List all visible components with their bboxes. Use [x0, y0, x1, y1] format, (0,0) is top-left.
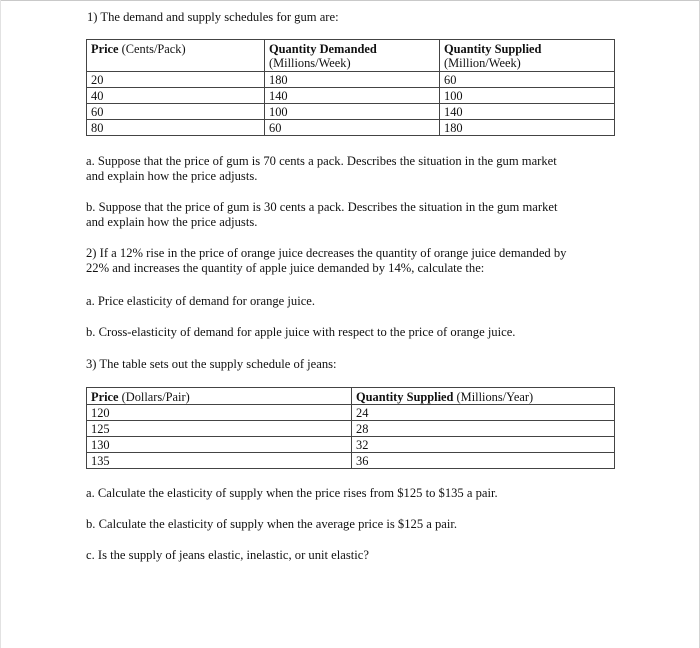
- q2-part-b: b. Cross-elasticity of demand for apple juice with respect to the price of orange juice.: [86, 325, 516, 339]
- table-row: [87, 405, 615, 421]
- price-cell: 120: [87, 405, 352, 421]
- page-top-border: [0, 0, 700, 1]
- quantity-demanded-cell: 100: [265, 104, 440, 120]
- q1-heading: 1) The demand and supply schedules for gum are:: [87, 10, 339, 24]
- quantity-supplied-cell: 140: [440, 104, 615, 120]
- quantity-supplied-header: Quantity Supplied (Millions/Year): [352, 388, 615, 405]
- q1-part-a: a. Suppose that the price of gum is 70 cents a pack. Describes the situation in the gum market and explain how the price adjusts.: [86, 154, 557, 183]
- price-cell: 80: [87, 120, 265, 136]
- table-row: [87, 104, 615, 120]
- quantity-supplied-cell: 28: [352, 421, 615, 437]
- q3-part-b: b. Calculate the elasticity of supply when the average price is $125 a pair.: [86, 517, 458, 531]
- price-cell: 125: [87, 421, 352, 437]
- table-row: [87, 421, 615, 437]
- quantity-supplied-cell: 180: [440, 120, 615, 136]
- price-cell: 60: [87, 104, 265, 120]
- quantity-supplied-cell: 60: [440, 72, 615, 88]
- price-cell: 130: [87, 437, 352, 453]
- quantity-supplied-header: Quantity Supplied (Million/Week): [440, 40, 615, 72]
- q3-part-a: a. Calculate the elasticity of supply when the price rises from $125 to $135 a pair.: [86, 486, 498, 500]
- q2-prompt: 2) If a 12% rise in the price of orange juice decreases the quantity of orange juice demanded by 22% and increases the quantity of apple juice demanded by 14%, calculate the:: [86, 246, 567, 275]
- gum-schedule-table: [86, 39, 615, 136]
- table-row: [87, 453, 615, 469]
- quantity-demanded-cell: 140: [265, 88, 440, 104]
- table-header-row: [87, 40, 615, 72]
- price-header: Price (Dollars/Pair): [87, 388, 352, 405]
- quantity-supplied-cell: 36: [352, 453, 615, 469]
- q1-part-b: b. Suppose that the price of gum is 30 cents a pack. Describes the situation in the gum market and explain how the price adjusts.: [86, 200, 558, 229]
- page-left-border: [0, 0, 1, 648]
- q3-part-c: c. Is the supply of jeans elastic, inelastic, or unit elastic?: [86, 548, 369, 562]
- table-header-row: [87, 388, 615, 405]
- price-cell: 40: [87, 88, 265, 104]
- quantity-supplied-cell: 32: [352, 437, 615, 453]
- table-row: [87, 120, 615, 136]
- quantity-supplied-cell: 100: [440, 88, 615, 104]
- price-header: Price (Cents/Pack): [87, 40, 265, 72]
- table-row: [87, 72, 615, 88]
- quantity-demanded-cell: 180: [265, 72, 440, 88]
- table-row: [87, 88, 615, 104]
- jeans-supply-table: [86, 387, 615, 469]
- q2-part-a: a. Price elasticity of demand for orange juice.: [86, 294, 316, 308]
- quantity-supplied-cell: 24: [352, 405, 615, 421]
- price-cell: 20: [87, 72, 265, 88]
- quantity-demanded-cell: 60: [265, 120, 440, 136]
- price-cell: 135: [87, 453, 352, 469]
- q3-heading: 3) The table sets out the supply schedule of jeans:: [86, 357, 337, 371]
- table-row: [87, 437, 615, 453]
- quantity-demanded-header: Quantity Demanded (Millions/Week): [265, 40, 440, 72]
